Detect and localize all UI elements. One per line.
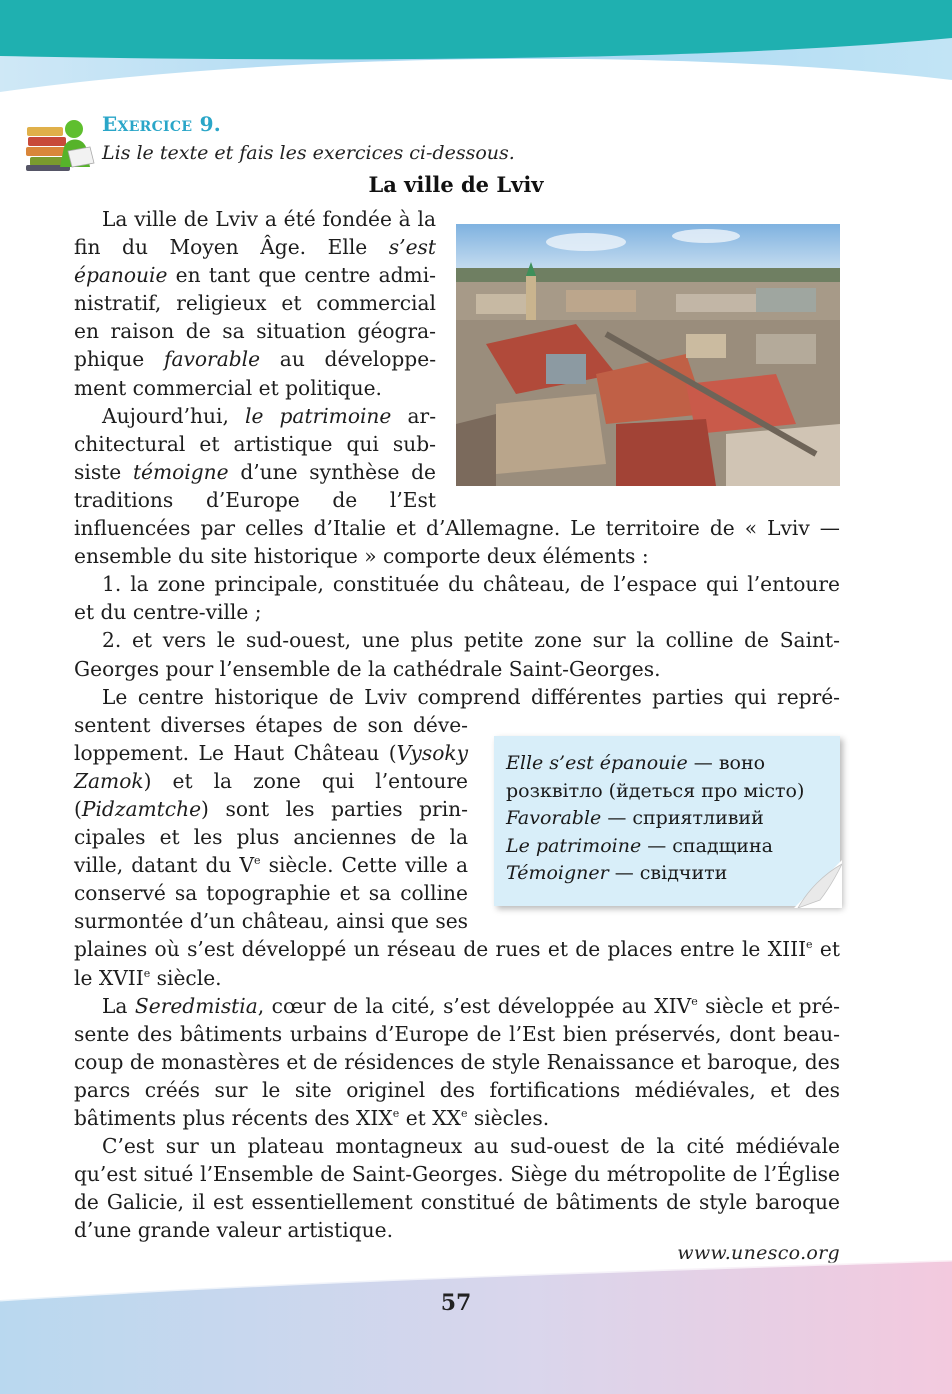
paragraph-1: La ville de Lviv a été fondée à la fin du Moyen Âge. Elle s’est épanouie en tant que centre administratif, religieux et commercial en raison de sa situation géographique favorable au développement commercial et politique. [74, 207, 437, 400]
paragraph-5: C’est sur un plateau montagneux au sud-ouest de la cité médiévale qu’est situé l’Ensemble de Saint-Georges. Siège du métropolite de l’Église de Galicie, il est essentiellement constitué de bâtiments de style baroque d’une grande valeur artistique. [74, 1134, 840, 1243]
source-link: www.unesco.org [677, 1242, 840, 1264]
glossary-line: Favorable — сприятливий [506, 807, 764, 829]
glossary-line: Elle s’est épanouie — воно [506, 752, 766, 774]
photo-placeholder [454, 205, 840, 505]
paragraph-4: La Seredmistia, cœur de la cité, s’est développée au XIVe siècle et présente des bâtiments urbains d’Europe de l’Est bien préservés, dont beaucoup de monastères et de résidences de style Renaissance et baroque, des parcs créés sur le site originel des fortifications médiévales, et des bâtiments plus récents des XIXe et XXe siècles. [74, 993, 840, 1130]
text-title: La ville de Lviv [368, 172, 544, 197]
books-reader-icon [24, 117, 96, 173]
glossary-line: розквітло (йдеться про місто) [506, 779, 805, 802]
paragraph-2: Aujourd’hui, le patrimoine architectural et artistique qui subsiste témoigne d’une synthèse de traditions d’Europe de l’Est influencées par celles d’Italie et d’Allemagne. Le territoire de « Lviv — ensemble du site historique » comporte deux éléments : [74, 403, 840, 569]
paragraph-3: Le centre historique de Lviv comprend différentes parties qui représentent diverses étapes de son développement. Le Haut Château (Vysoky Zamok) et la zone qui l’entoure (Pidzamtche) sont les parties principales et les plus anciennes de la ville, datant du Ve siècle. Cette ville a conservé sa topographie et sa colline surmontée d’un château, ainsi que ses plaines où s’est développé un réseau de rues et de places entre le XIIIe et le XVIIe siècle. [74, 684, 840, 990]
page-number: 57 [440, 1290, 472, 1316]
page-curl-icon [794, 860, 842, 908]
exercise-title: EXERCICE 9. [102, 112, 222, 136]
list-item-1: 1. la zone principale, constituée du château, de l’espace qui l’entoure et du centre-ville ; [74, 572, 840, 625]
glossary-box [494, 736, 840, 906]
header-band [0, 0, 952, 100]
list-item-2: 2. et vers le sud-ouest, une plus petite zone sur la colline de Saint-Georges pour l’ensemble de la cathédrale Saint-Georges. [74, 628, 840, 681]
footer-band [0, 1260, 952, 1394]
glossary-line: Témoigner — свідчити [506, 862, 728, 884]
glossary-line: Le patrimoine — спадщина [506, 834, 773, 857]
body-text [74, 205, 840, 1244]
exercise-instruction: Lis le texte et fais les exercices ci-dessous. [102, 142, 515, 164]
glossary-list [506, 750, 836, 888]
